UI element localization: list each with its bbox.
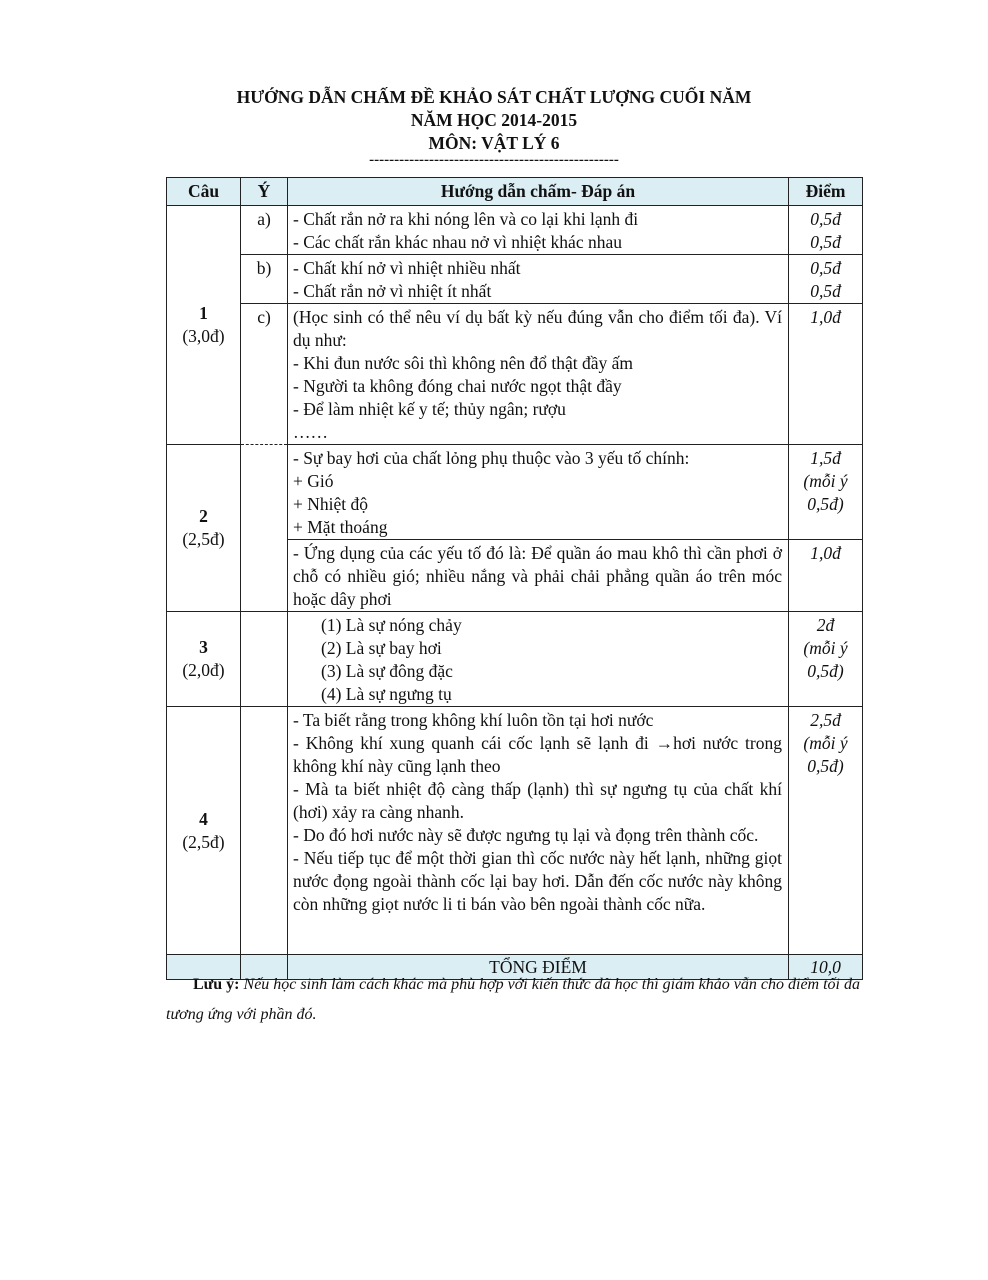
points-value: 0,5đ)	[807, 756, 844, 776]
answer-paragraph: - Không khí xung quanh cái cốc lạnh sẽ lạnh đi →hơi nước trong không khí này cũng lạnh theo	[293, 733, 782, 776]
q3-score: (2,0đ)	[182, 660, 225, 680]
answer-line: - Người ta không đóng chai nước ngọt thật đầy	[293, 376, 622, 396]
answer-line: - Chất khí nở vì nhiệt nhiều nhất	[293, 258, 521, 278]
q2-part2-points: 1,0đ	[789, 540, 863, 612]
points-value: 1,5đ	[810, 448, 841, 468]
q2-score: (2,5đ)	[182, 529, 225, 549]
q4-cell	[167, 707, 241, 955]
q3-answer	[288, 612, 789, 707]
q4-score: (2,5đ)	[182, 831, 225, 852]
answer-paragraph: - Nếu tiếp tục để một thời gian thì cốc nước này hết lạnh, những giọt nước đọng ngoài thành cốc lại bay hơi. Dẫn đến cốc nước này không còn những giọt nước li ti bán vào bên ngoài thành cốc nữa.	[293, 848, 782, 914]
q1a-y: a)	[241, 206, 288, 255]
answer-line: + Nhiệt độ	[293, 494, 368, 514]
q3-cell	[167, 612, 241, 707]
q3-y	[241, 612, 288, 707]
answer-line: + Gió	[293, 471, 334, 491]
q1-label: 1	[199, 303, 208, 323]
q1c-points: 1,0đ	[789, 304, 863, 445]
table-row	[167, 612, 863, 707]
header-cau: Câu	[167, 178, 241, 206]
table-row	[167, 255, 863, 304]
title-line-2: NĂM HỌC 2014-2015	[410, 110, 578, 130]
table-row	[167, 707, 863, 955]
answer-line: - Chất rắn nở ra khi nóng lên và co lại khi lạnh đi	[293, 209, 639, 229]
points-value: (mỗi ý	[803, 471, 848, 491]
q2-part2-answer: - Ứng dụng của các yếu tố đó là: Để quần áo mau khô thì cần phơi ở chỗ có nhiều gió; nhiều nắng và phải chải phẳng quần áo trên móc hoặc dây phơi	[288, 540, 789, 612]
answer-line: - Chất rắn nở vì nhiệt ít nhất	[293, 281, 492, 301]
q1a-points	[789, 206, 863, 255]
q1c-y: c)	[241, 304, 288, 445]
answer-intro: (Học sinh có thể nêu ví dụ bất kỳ nếu đúng vẫn cho điểm tối đa). Ví dụ như:	[293, 307, 782, 350]
points-value: 2đ	[816, 615, 835, 635]
points-value: 0,5đ	[810, 232, 841, 252]
q4-points	[789, 707, 863, 955]
answer-line: ……	[293, 422, 328, 442]
header-points: Điểm	[789, 178, 863, 206]
q1-score: (3,0đ)	[182, 326, 225, 346]
answer-line: (2) Là sự bay hơi	[321, 638, 442, 658]
table-row	[167, 445, 863, 540]
note-paragraph	[166, 970, 860, 1030]
title-line-1: HƯỚNG DẪN CHẤM ĐỀ KHẢO SÁT CHẤT LƯỢNG CUỐI NĂM	[236, 87, 752, 107]
answer-line: (4) Là sự ngưng tụ	[321, 684, 452, 704]
answer-line: - Sự bay hơi của chất lỏng phụ thuộc vào 3 yếu tố chính:	[293, 448, 690, 468]
answer-line: - Khi đun nước sôi thì không nên đổ thật đầy ấm	[293, 353, 634, 373]
total-label: TỔNG ĐIỂM	[288, 955, 789, 980]
answer-paragraph: - Do đó hơi nước này sẽ được ngưng tụ lại và đọng trên thành cốc.	[293, 825, 759, 845]
separator-line: --------------------------------------------------	[369, 152, 619, 168]
q4-answer	[288, 707, 789, 955]
q2-part1-points	[789, 445, 863, 540]
q1-cell	[167, 206, 241, 445]
answer-line: + Mặt thoáng	[293, 517, 388, 537]
title-line-3: MÔN: VẬT LÝ 6	[428, 133, 560, 153]
q2-part1-answer	[288, 445, 789, 540]
q2-cell	[167, 445, 241, 612]
note-text: Nếu học sinh làm cách khác mà phù hợp với kiến thức đã học thì giám khảo vẫn cho điểm tối đa tương ứng với phần đó.	[166, 976, 861, 1023]
points-value: (mỗi ý	[803, 733, 848, 753]
answer-line: - Các chất rắn khác nhau nở vì nhiệt khác nhau	[293, 232, 622, 252]
answer-line: (3) Là sự đông đặc	[321, 661, 453, 681]
header-answer: Hướng dẫn chấm- Đáp án	[288, 178, 789, 206]
q3-points	[789, 612, 863, 707]
table-row	[167, 304, 863, 445]
q2-label: 2	[199, 506, 208, 526]
q1a-answer	[288, 206, 789, 255]
answer-paragraph: - Ta biết rằng trong không khí luôn tồn tại hơi nước	[293, 710, 654, 730]
answer-paragraph: - Mà ta biết nhiệt độ càng thấp (lạnh) thì sự ngưng tụ của chất khí (hơi) xảy ra càng nhanh.	[293, 779, 782, 822]
points-value: 2,5đ	[810, 710, 841, 730]
q1b-y: b)	[241, 255, 288, 304]
q1b-answer	[288, 255, 789, 304]
table-header-row	[167, 178, 863, 206]
total-points: 10,0	[789, 955, 863, 980]
points-value: 0,5đ)	[807, 494, 844, 514]
answer-line: - Để làm nhiệt kế y tế; thủy ngân; rượu	[293, 399, 566, 419]
q1b-points	[789, 255, 863, 304]
points-value: 0,5đ)	[807, 661, 844, 681]
points-value: 0,5đ	[810, 258, 841, 278]
header-y: Ý	[241, 178, 288, 206]
q4-y	[241, 707, 288, 955]
q1c-answer	[288, 304, 789, 445]
q3-label: 3	[199, 637, 208, 657]
q2-y	[241, 445, 288, 612]
answer-line: (1) Là sự nóng chảy	[321, 615, 462, 635]
note-label: Lưu ý:	[193, 976, 240, 993]
table-row	[167, 206, 863, 255]
points-value: (mỗi ý	[803, 638, 848, 658]
grading-table	[166, 177, 863, 980]
points-value: 0,5đ	[810, 281, 841, 301]
q4-label: 4	[199, 808, 208, 829]
points-value: 0,5đ	[810, 209, 841, 229]
